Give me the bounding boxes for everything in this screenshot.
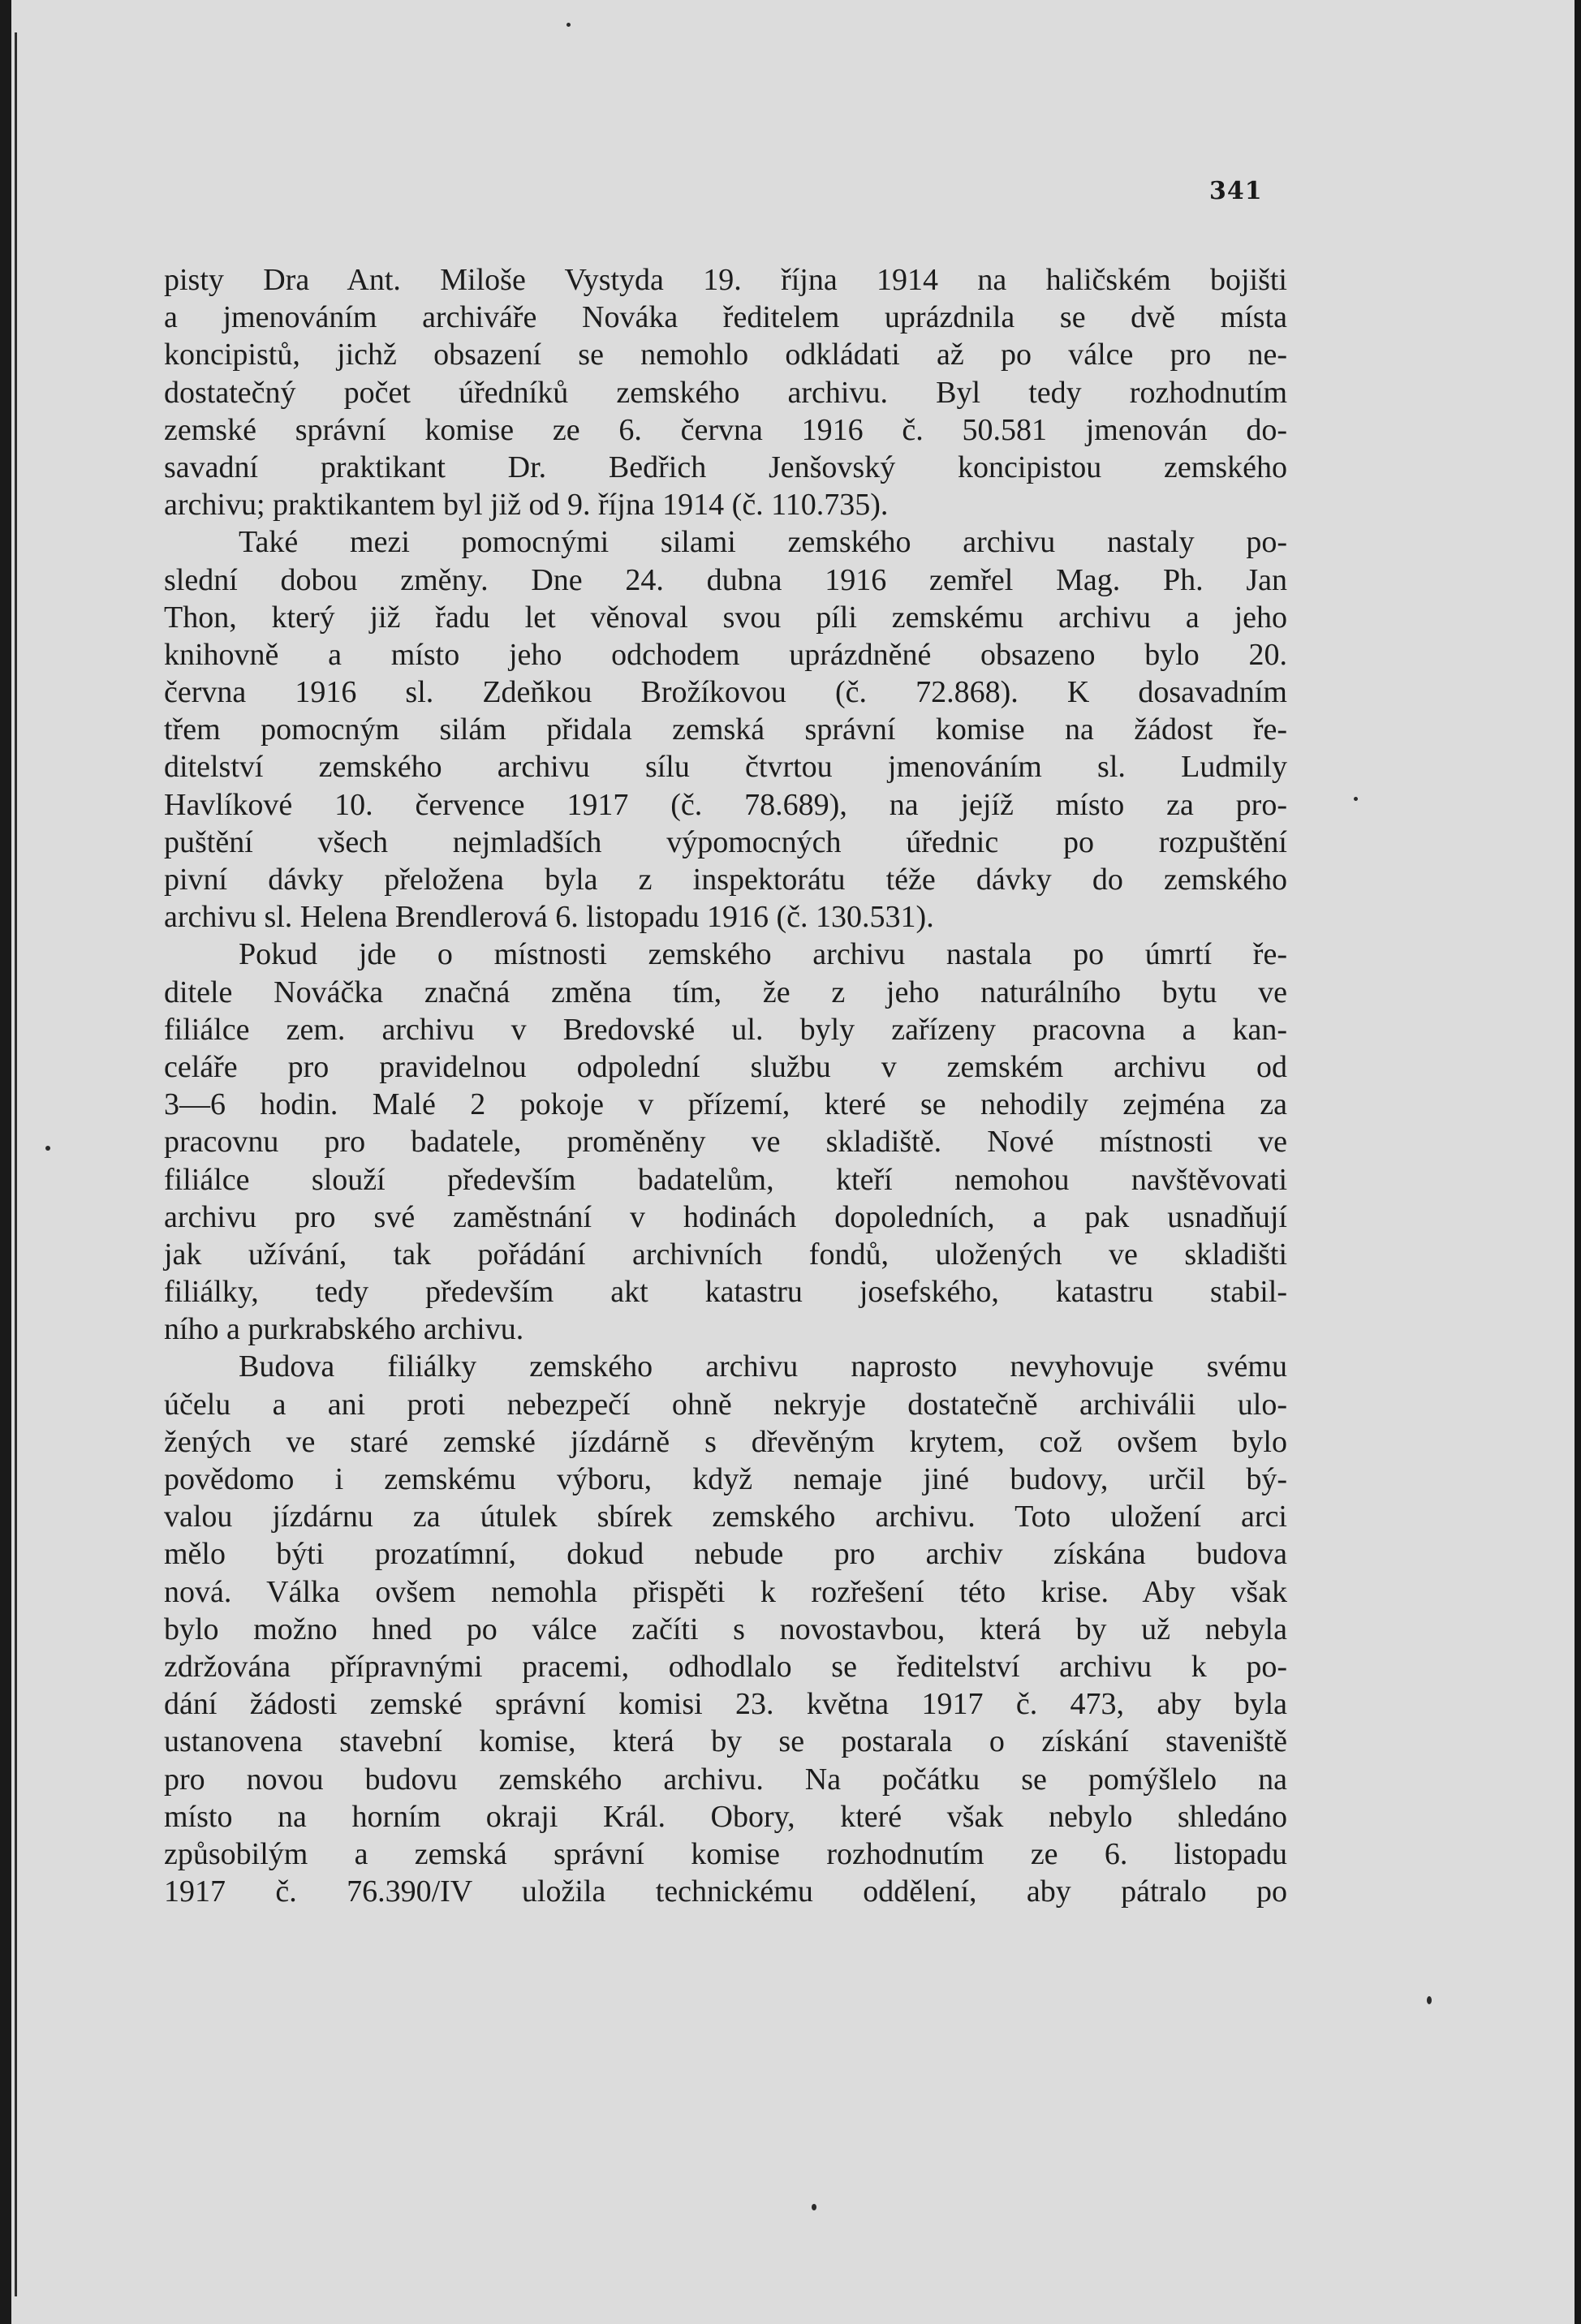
text-line: povědomo i zemskému výboru, když nemaje jiné budovy, určil bý- bbox=[164, 1462, 1287, 1496]
text-line: pisty Dra Ant. Miloše Vystyda 19. října 1914 na haličském bojišti bbox=[164, 263, 1287, 297]
text-line: pracovnu pro badatele, proměněny ve skladiště. Nové místnosti ve bbox=[164, 1125, 1287, 1160]
text-line: filiálce zem. archivu v Bredovské ul. byly zařízeny pracovna a kan- bbox=[164, 1012, 1287, 1047]
text-line: knihovně a místo jeho odchodem uprázdněné obsazeno bylo 20. bbox=[164, 637, 1287, 672]
text-line: celáře pro pravidelnou odpolední službu v zemském archivu od bbox=[164, 1049, 1287, 1084]
paragraph-start-line: Budova filiálky zemského archivu naprosto nevyhovuje svému bbox=[239, 1349, 1287, 1384]
text-line: koncipistů, jichž obsazení se nemohlo odkládati až po válce pro ne- bbox=[164, 338, 1287, 372]
paragraph-start-line: Pokud jde o místnosti zemského archivu nastala po úmrtí ře- bbox=[239, 937, 1287, 972]
text-line: zemské správní komise ze 6. června 1916 č. 50.581 jmenován do- bbox=[164, 412, 1287, 447]
scan-speck bbox=[1354, 797, 1358, 801]
text-line: mělo býti prozatímní, dokud nebude pro archiv získána budova bbox=[164, 1537, 1287, 1572]
paragraph-start-line: Také mezi pomocnými silami zemského archivu nastaly po- bbox=[239, 525, 1287, 560]
binding-edge bbox=[0, 0, 11, 2324]
text-line: jak užívání, tak pořádání archivních fondů, uložených ve skladišti bbox=[164, 1237, 1287, 1272]
text-line: ustanovena stavební komise, která by se postarala o získání staveniště bbox=[164, 1724, 1287, 1759]
scan-speck bbox=[812, 2204, 816, 2210]
text-line: dání žádosti zemské správní komisi 23. května 1917 č. 473, aby byla bbox=[164, 1687, 1287, 1722]
text-line: dostatečný počet úředníků zemského archivu. Byl tedy rozhodnutím bbox=[164, 375, 1287, 410]
scan-speck bbox=[566, 23, 571, 27]
page-edge-line bbox=[15, 32, 17, 2296]
text-line: archivu sl. Helena Brendlerová 6. listopadu 1916 (č. 130.531). bbox=[164, 900, 934, 935]
text-line: účelu a ani proti nebezpečí ohně nekryje dostatečně archiválii ulo- bbox=[164, 1387, 1287, 1422]
text-line: žených ve staré zemské jízdárně s dřevěným krytem, což ovšem bylo bbox=[164, 1424, 1287, 1459]
text-line: místo na horním okraji Král. Obory, které však nebylo shledáno bbox=[164, 1799, 1287, 1834]
text-line: pivní dávky přeložena byla z inspektorátu téže dávky do zemského bbox=[164, 863, 1287, 897]
text-line: Havlíkové 10. července 1917 (č. 78.689), na jejíž místo za pro- bbox=[164, 787, 1287, 822]
text-line: bylo možno hned po válce začíti s novostavbou, která by už nebyla bbox=[164, 1612, 1287, 1646]
text-line: třem pomocným silám přidala zemská správní komise na žádost ře- bbox=[164, 712, 1287, 747]
text-line: způsobilým a zemská správní komise rozhodnutím ze 6. listopadu bbox=[164, 1836, 1287, 1871]
text-line: archivu; praktikantem byl již od 9. října 1914 (č. 110.735). bbox=[164, 488, 889, 523]
text-line: filiálky, tedy především akt katastru josefského, katastru stabil- bbox=[164, 1275, 1287, 1310]
text-line: zdržována přípravnými pracemi, odhodlalo se ředitelství archivu k po- bbox=[164, 1649, 1287, 1684]
text-line: ditele Nováčka značná změna tím, že z jeho naturálního bytu ve bbox=[164, 975, 1287, 1009]
text-line: filiálce slouží především badatelům, kteří nemohou navštěvovati bbox=[164, 1162, 1287, 1197]
text-line: valou jízdárnu za útulek sbírek zemského archivu. Toto uložení arci bbox=[164, 1500, 1287, 1534]
page-number: 341 bbox=[1209, 177, 1263, 205]
text-line: puštění všech nejmladších výpomocných úřednic po rozpuštění bbox=[164, 824, 1287, 859]
body-text bbox=[164, 261, 1287, 1910]
text-line: pro novou budovu zemského archivu. Na počátku se pomýšlelo na bbox=[164, 1762, 1287, 1797]
text-line: archivu pro své zaměstnání v hodinách dopoledních, a pak usnadňují bbox=[164, 1199, 1287, 1234]
text-line: 3—6 hodin. Malé 2 pokoje v přízemí, které se nehodily zejména za bbox=[164, 1087, 1287, 1122]
text-line: a jmenováním archiváře Nováka ředitelem uprázdnila se dvě místa bbox=[164, 300, 1287, 335]
text-line: ního a purkrabského archivu. bbox=[164, 1312, 524, 1347]
scan-speck bbox=[1427, 1996, 1432, 2004]
text-line: 1917 č. 76.390/IV uložila technickému oddělení, aby pátralo po bbox=[164, 1874, 1287, 1909]
text-line: června 1916 sl. Zdeňkou Brožíkovou (č. 72.868). K dosavadním bbox=[164, 675, 1287, 710]
text-line: savadní praktikant Dr. Bedřich Jenšovský koncipistou zemského bbox=[164, 450, 1287, 484]
text-line: Thon, který již řadu let věnoval svou píli zemskému archivu a jeho bbox=[164, 600, 1287, 635]
right-page-edge bbox=[1575, 0, 1581, 2324]
text-line: nová. Válka ovšem nemohla přispěti k rozřešení této krise. Aby však bbox=[164, 1574, 1287, 1609]
scan-speck bbox=[45, 1146, 50, 1151]
text-line: ditelství zemského archivu sílu čtvrtou jmenováním sl. Ludmily bbox=[164, 750, 1287, 785]
text-line: slední dobou změny. Dne 24. dubna 1916 zemřel Mag. Ph. Jan bbox=[164, 562, 1287, 597]
